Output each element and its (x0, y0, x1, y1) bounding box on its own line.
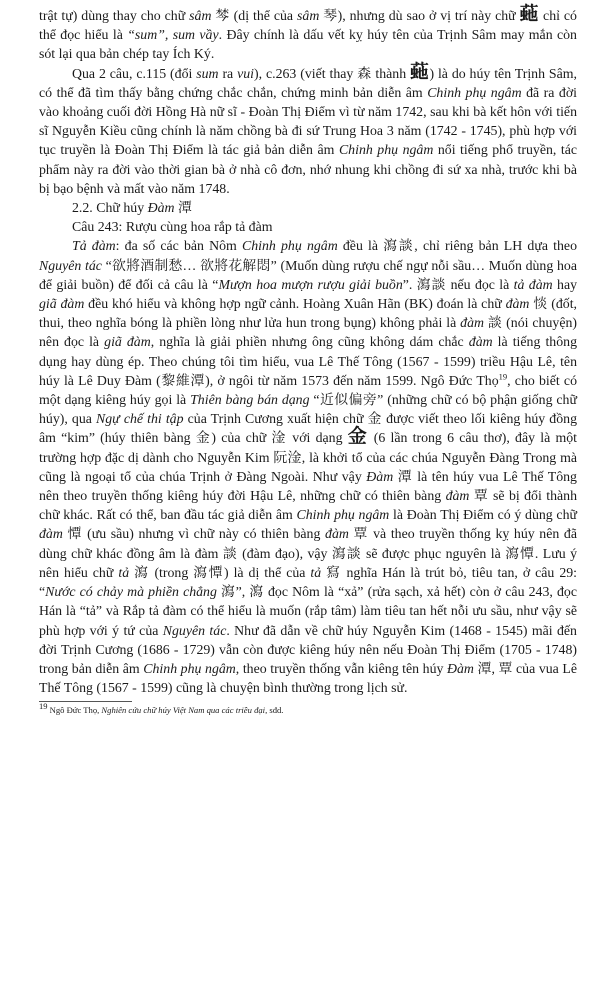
italic-text: Thiên bàng bán dạng (190, 392, 310, 408)
text-run: 金 (347, 426, 369, 448)
text-run: 談 (nói chuyện) nên đọc là (39, 315, 577, 350)
text-run: 琴), nhưng dù sao ở vị trí này chữ (319, 8, 520, 23)
text-run: 2.2. Chữ húy (72, 200, 148, 216)
text-run: “欲將酒制愁… 欲將花解悶” (Muốn dùng rượu chế ngự nỗi sầu… Muốn dùng hoa để giải buồn) để đối cả câu là “ (39, 257, 577, 292)
text-run: 潭 là tên húy vua Lê Thế Tông nên theo truyền thống kiêng húy đời Hậu Lê, những chữ có thiên bàng (39, 468, 577, 504)
italic-text: sâm (189, 8, 212, 23)
footnote-19 (39, 701, 577, 716)
italic-text: Ngự chế thi tập (96, 411, 184, 427)
text-run: nổi tiếng phổ truyền, tác phẩm này ra đời vào thời gian bà ở nhà cô đơn, nhớ nhung khi chồng đi sứ xa nhà, trước khi bà bị bạo bệnh và mất vào năm 1748. (39, 142, 578, 196)
text-run: là Đoàn Thị Điểm có ý dùng chữ (389, 507, 578, 523)
paragraph (39, 61, 578, 198)
italic-text: “sum”, sum vầy (127, 27, 219, 43)
italic-text: giã đàm (39, 296, 85, 312)
italic-text: tả (118, 564, 130, 580)
italic-text: đàm (460, 315, 484, 331)
text-run: đều là 瀉談, chỉ riêng bản LH dựa theo (337, 238, 577, 254)
italic-text: Đàm (366, 468, 394, 484)
italic-text: đàm (468, 334, 493, 350)
text-run: , cho biết có một dạng kiêng húy gọi là (39, 372, 577, 408)
text-run: ) là do húy tên Trịnh Sâm, có thể đã tìm thấy bằng chứng chắc chắn, chứng minh bản diễn âm (39, 65, 577, 100)
footnote-divider (39, 701, 132, 702)
text-run: 瀉 (trong 瀉憛) là dị thể của (129, 564, 311, 580)
italic-text: tả đàm (513, 276, 553, 292)
text-run: 寫 nghĩa Hán là trút bỏ, tiêu tan, ở câu 29: “ (39, 564, 578, 600)
text-run: chỉ có thể đọc hiểu là (39, 8, 577, 43)
text-run: ”. 瀉談 nếu đọc là (402, 276, 514, 292)
paragraph (39, 236, 577, 697)
italic-text: sum (196, 65, 219, 81)
text-run: 覃 sẽ bị đổi thành chữ khác. Rất có thể, ban đầu tác giả diễn âm (39, 488, 577, 523)
text-run: là tiếng thông dụng hay dùng ép. Theo chúng tôi tìm hiểu, vua Lê Thế Tông (1567 - 1599) triều Hậu Lê, tên húy là Lê Duy Đàm (黎維潭), ở ngôi từ năm 1573 đến năm 1599. Ngô Đức Thọ (39, 334, 577, 388)
footnote-marker: 19 (39, 701, 48, 712)
italic-text: giã đàm (104, 334, 151, 350)
text-run: hay (552, 276, 578, 292)
footnote-marker: 19 (498, 371, 508, 382)
text-run: đã ra đời vào khoảng cuối đời Hồng Hà nữ sĩ - Đoàn Thị Điểm vì từ năm 1742, sau khi bà kết hôn với tiến sĩ Nguyễn Kiều cũng chính là năm chồng bà đi sứ Trung Hoa 3 năm (1742 - 1745), phù hợp với tục truyền là Đoàn Thị Điểm là tác giả bản diễn âm (39, 84, 577, 158)
italic-text: vui (237, 65, 255, 81)
italic-text: Đàm (147, 200, 175, 216)
text-run: trật tự) dùng thay cho chữ (39, 8, 190, 23)
text-run: ), c.263 (viết thay 森 thành (254, 65, 411, 81)
italic-text: Chinh phụ ngâm (427, 84, 522, 100)
paragraph (39, 6, 577, 64)
text-run: Qua 2 câu, c.115 (đổi (72, 65, 197, 81)
text-run: 憛 (ưu sầu) nhưng vì chữ này có thiên bàng (62, 526, 326, 542)
body-text (39, 6, 577, 697)
italic-text: đàm (325, 526, 349, 542)
italic-text: Mượn hoa mượn rượu giải buồn (218, 276, 403, 292)
italic-text: sâm (297, 8, 320, 23)
text-run: ra (218, 65, 238, 81)
text-run: : đa số các bản Nôm (115, 238, 242, 254)
text-run: . Như đã dẫn về chữ húy Nguyễn Kim (1468 - 1545) mãi đến đời Trịnh Cương (1686 - 1729) vẫn còn được kiêng húy nên nếu Đoàn Thị Điểm (1705 - 1748) trong bản diễn âm (39, 622, 577, 676)
italic-text: Nghiên cứu chữ húy Việt Nam qua các triều đại (101, 705, 266, 716)
text-run: 瀉”, 瀉 đọc Nôm là “xả” (rửa sạch, xả hết) còn ở câu 243, đọc Hán là “tả” và Rắp tả đàm có thể hiểu là muốn (rắp tâm) làm tiêu tan hết nỗi ưu sầu, như vậy sẽ phù hợp với ý tứ của (39, 584, 577, 638)
italic-text: Nguyên tác (39, 257, 102, 273)
italic-text: đàm (39, 526, 63, 542)
text-run: 潭 (174, 200, 192, 216)
italic-text: Tả đàm (72, 238, 116, 254)
text-run: , sđd. (265, 705, 284, 716)
italic-text: Chinh phụ ngâm (338, 142, 434, 158)
italic-text: đàm (445, 488, 470, 504)
text-run: , theo truyền thống vẫn kiêng tên húy (235, 660, 448, 676)
text-run: (6 lần trong 6 câu thơ), đây là một trường hợp đặc dị dành cho Nguyễn Kim 阮淦, là khởi tổ của các chúa Nguyễn Đàng Trong mà cũng là ngoại tổ của chúa Trịnh ở Đàng Ngoài. Như vậy (39, 430, 577, 484)
text-run: 覃 và theo truyền thống kỵ húy nên đã dùng chữ khác đồng âm là đàm 談 (đàm đạo), vậy 瀉談 sẽ được phục nguyên là 瀉憛. Lưu ý nên hiểu chữ (39, 526, 577, 580)
text-run: “近似偏旁” (những chữ có bộ phận giống chữ húy), qua (39, 392, 577, 427)
text-run: của Trịnh Cương xuất hiện chữ 金 được viết theo lối kiêng húy đồng âm “kim” (húy thiên bàng 金) của chữ 淦 với dạng (39, 411, 577, 446)
italic-text: đàm (505, 296, 530, 312)
verse-line (39, 217, 577, 236)
italic-text: Nước có chảy mà phiền chẳng (45, 584, 217, 600)
text-run: Ngô Đức Thọ, (47, 705, 102, 716)
italic-text: Đàm (447, 660, 474, 676)
text-run: 𦴍 (410, 61, 430, 83)
text-run: Câu 243: Rượu cùng hoa rắp tả đàm (72, 219, 273, 235)
italic-text: Chinh phụ ngâm (242, 238, 338, 254)
text-run: 𦴍 (519, 4, 540, 25)
text-run: 潭, 覃 của vua Lê Thế Tông (1567 - 1599) cũng là chuyện bình thường trong lịch sử. (39, 660, 577, 696)
text-run: . Đây chính là dấu vết kỵ húy tên của Trịnh Sâm may mắn còn sót lại qua bản chép tay Ích Ký. (39, 27, 577, 62)
text-run: 棽 (dị thể của (211, 8, 298, 23)
text-run: , nghĩa là giải phiền nhưng ông cũng không dám chắc (150, 334, 469, 350)
section-heading (39, 198, 577, 217)
text-run: 惔 (đốt, thui, theo nghĩa bóng là phiền lòng như lửa hun trong bụng) không phải là (39, 296, 577, 331)
italic-text: Nguyên tác (162, 622, 227, 638)
text-run: đều khó hiểu và không hợp ngữ cảnh. Hoàng Xuân Hãn (BK) đoán là chữ (84, 296, 506, 312)
italic-text: tả (310, 564, 322, 580)
italic-text: Chinh phụ ngâm (296, 507, 390, 523)
italic-text: Chinh phụ ngâm (143, 660, 236, 676)
